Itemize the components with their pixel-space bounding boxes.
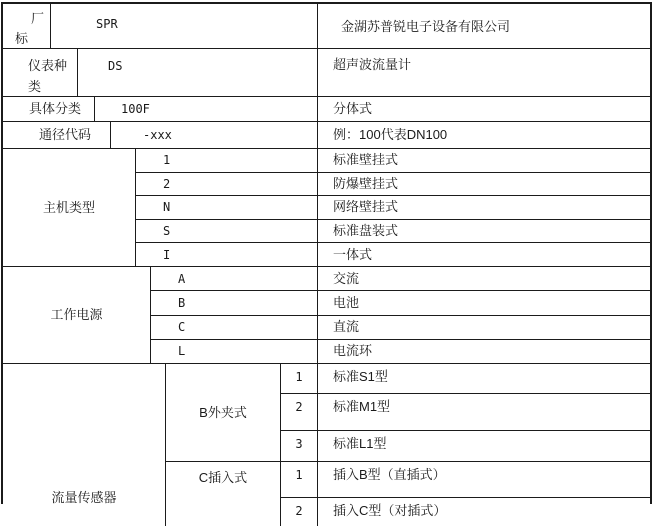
option-code: N (136, 196, 318, 219)
option-row (136, 220, 650, 244)
sensor-groups (166, 364, 650, 526)
option-desc: 标准盘装式 (333, 223, 399, 239)
option-row (136, 196, 650, 220)
option-row (136, 243, 650, 266)
option-code: 2 (136, 173, 318, 196)
sensor-group-insertion (166, 462, 650, 526)
option-code: 1 (281, 462, 318, 497)
row-desc: 金湖苏普锐电子设备有限公司 (341, 19, 511, 34)
row-brand (3, 4, 650, 49)
option-code: L (151, 340, 318, 363)
option-code: 1 (136, 149, 318, 172)
option-code: B (151, 291, 318, 314)
row-desc: 例：100代表DN100 (333, 127, 448, 142)
row-code: 100F (95, 97, 318, 121)
option-row (281, 394, 650, 431)
option-desc: 插入B型（直插式） (333, 467, 446, 482)
option-code: S (136, 220, 318, 243)
row-label: 仪表种类 (3, 49, 78, 96)
option-code: 2 (281, 394, 318, 430)
row-code: SPR (51, 4, 318, 48)
section-label: 流量传感器 (3, 364, 166, 526)
option-row (151, 291, 650, 315)
power-options (151, 267, 650, 363)
option-row (136, 173, 650, 197)
option-row (281, 431, 650, 461)
option-code: I (136, 243, 318, 266)
option-row (151, 267, 650, 291)
row-desc: 分体式 (333, 101, 373, 116)
power-supply-section (3, 267, 650, 364)
section-label: 主机类型 (3, 149, 136, 266)
option-desc: 标准S1型 (333, 369, 388, 384)
option-desc: 电池 (333, 294, 360, 310)
option-code: 3 (281, 431, 318, 461)
host-type-options (136, 149, 650, 266)
option-desc: 电流环 (333, 343, 373, 359)
option-desc: 一体式 (333, 246, 373, 262)
option-row (281, 364, 650, 394)
row-instrument-type (3, 49, 650, 97)
product-code-table (1, 2, 652, 518)
option-code: 1 (281, 364, 318, 393)
row-diameter-code (3, 122, 650, 149)
option-desc: 标准壁挂式 (333, 152, 399, 168)
row-label: 厂标 (3, 4, 51, 48)
option-desc: 标准L1型 (333, 436, 387, 451)
option-code: A (151, 267, 318, 290)
section-label: 工作电源 (3, 267, 151, 363)
option-desc: 插入C型（对插式） (333, 503, 447, 518)
option-row (136, 149, 650, 173)
option-desc: 交流 (333, 270, 360, 286)
row-desc: 超声波流量计 (333, 57, 412, 72)
row-label: 通径代码 (3, 122, 111, 148)
option-row (281, 462, 650, 498)
option-desc: 防爆壁挂式 (333, 175, 399, 191)
option-row (151, 340, 650, 363)
option-desc: 直流 (333, 319, 360, 335)
sensor-group-clamp-on (166, 364, 650, 462)
option-code: C (151, 316, 318, 339)
option-desc: 网络壁挂式 (333, 199, 399, 215)
option-code: 2 (281, 498, 318, 526)
option-row (151, 316, 650, 340)
row-code: DS (78, 49, 318, 96)
option-row-clipped (281, 498, 650, 526)
host-type-section (3, 149, 650, 267)
sensor-group-label: C插入式 (166, 462, 281, 526)
row-sub-category (3, 97, 650, 122)
flow-sensor-section (3, 364, 650, 526)
row-label: 具体分类 (3, 97, 95, 121)
option-desc: 标准M1型 (333, 399, 391, 414)
row-code: -xxx (111, 122, 318, 148)
sensor-group-label: B外夹式 (166, 364, 281, 461)
